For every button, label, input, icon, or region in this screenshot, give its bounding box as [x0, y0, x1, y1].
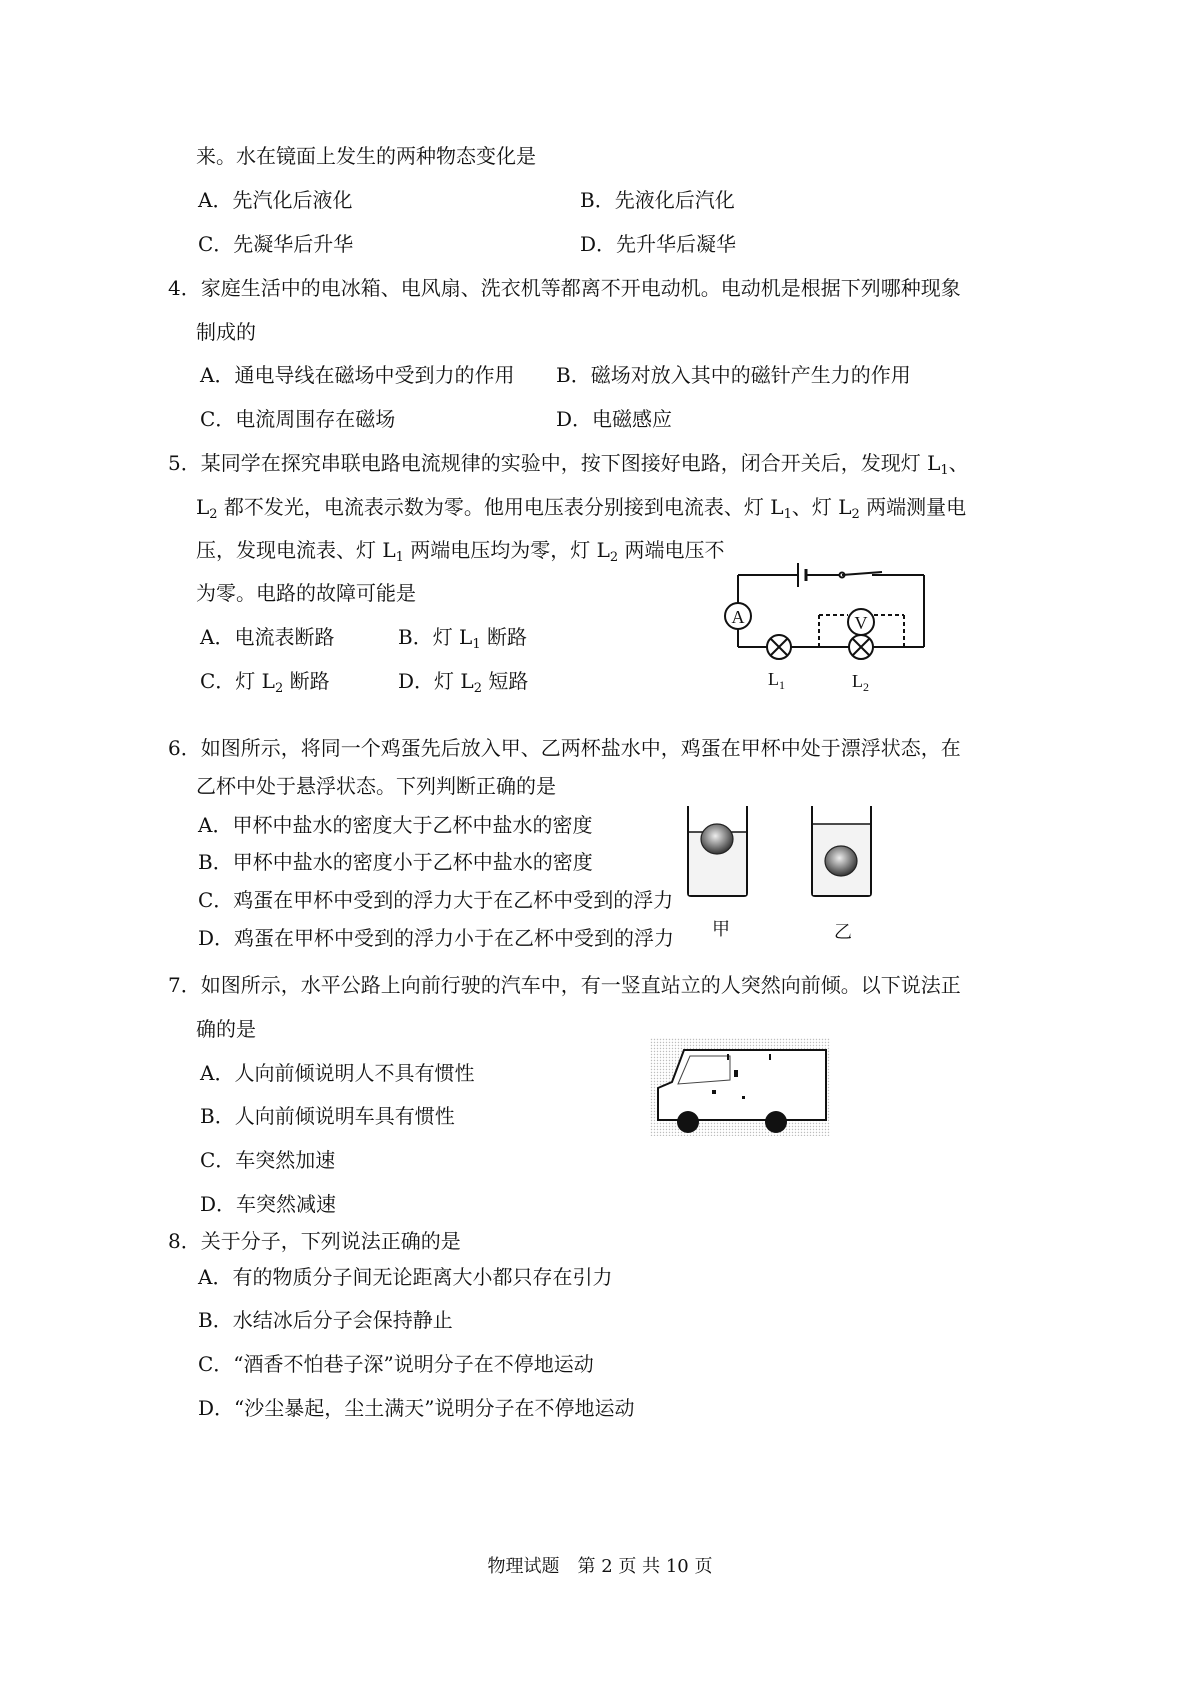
q5-option-a: A．电流表断路 [200, 625, 335, 649]
q5-subscript: 2 [209, 507, 218, 522]
q3-option-a: A．先汽化后液化 [198, 188, 353, 212]
q6-stem-line1: 6．如图所示，将同一个鸡蛋先后放入甲、乙两杯盐水中，鸡蛋在甲杯中处于漂浮状态，在 [168, 736, 961, 760]
q7-stem-line2: 确的是 [196, 1017, 256, 1041]
q5-text: 、灯 L [791, 495, 852, 519]
circuit-diagram [712, 555, 942, 700]
q5-subscript: 2 [274, 681, 284, 696]
q6-option-a: A．甲杯中盐水的密度大于乙杯中盐水的密度 [198, 813, 593, 837]
q4-option-d: D．电磁感应 [556, 407, 673, 431]
q4-stem-line2: 制成的 [196, 320, 256, 344]
q5-text: 5．某同学在探究串联电路电流规律的实验中，按下图接好电路，闭合开关后，发现灯 L [168, 451, 941, 475]
q6-option-c: C．鸡蛋在甲杯中受到的浮力大于在乙杯中受到的浮力 [198, 888, 674, 912]
q5-text: 两端电压均为零，灯 L [403, 538, 610, 562]
q5-subscript: 1 [783, 507, 792, 522]
q8-stem: 8．关于分子，下列说法正确的是 [168, 1229, 461, 1253]
voltmeter-label: V [854, 613, 868, 633]
q5-text: 断路 [480, 625, 527, 649]
q7-option-d: D．车突然减速 [200, 1192, 337, 1216]
q7-option-b: B．人向前倾说明车具有惯性 [200, 1104, 455, 1128]
lamp2-subscript: 2 [863, 680, 869, 694]
q5-text: L [196, 495, 210, 519]
q7-stem-line1: 7．如图所示，水平公路上向前行驶的汽车中，有一竖直站立的人突然向前倾。以下说法正 [168, 973, 961, 997]
lamp1-subscript: 1 [779, 678, 785, 692]
q5-stem-line2 [196, 494, 966, 520]
q5-text: C．灯 L [200, 669, 275, 693]
q5-text: D．灯 L [398, 669, 474, 693]
q3-stem-tail: 来。水在镜面上发生的两种物态变化是 [196, 144, 536, 168]
q7-option-c: C．车突然加速 [200, 1148, 336, 1172]
q6-option-d: D．鸡蛋在甲杯中受到的浮力小于在乙杯中受到的浮力 [198, 926, 675, 950]
q3-option-b: B．先液化后汽化 [580, 188, 735, 212]
cup-jia [688, 806, 747, 896]
q6-option-b: B．甲杯中盐水的密度小于乙杯中盐水的密度 [198, 850, 593, 874]
q5-stem-line4: 为零。电路的故障可能是 [196, 581, 416, 605]
q5-text: 两端测量电 [859, 495, 967, 519]
egg-floating [701, 824, 733, 854]
cup-yi-label: 乙 [834, 922, 852, 943]
page-footer: 物理试题 第 2 页 共 10 页 [487, 1556, 713, 1577]
q8-option-c: C．“酒香不怕巷子深”说明分子在不停地运动 [198, 1352, 594, 1376]
q5-text: 断路 [283, 669, 330, 693]
ammeter-label: A [731, 607, 745, 627]
q4-stem-line1: 4．家庭生活中的电冰箱、电风扇、洗衣机等都离不开电动机。电动机是根据下列哪种现象 [168, 276, 961, 300]
q5-stem-line1 [168, 450, 969, 476]
q5-text: 、 [948, 451, 969, 475]
car-body [658, 1050, 826, 1120]
q4-option-a: A．通电导线在磁场中受到力的作用 [200, 363, 515, 387]
q5-subscript: 1 [395, 550, 404, 565]
q5-text: B．灯 L [398, 625, 473, 649]
q4-option-c: C．电流周围存在磁场 [200, 407, 396, 431]
lamp1-letter: L [768, 669, 779, 689]
q5-subscript: 2 [473, 681, 482, 696]
q5-text: 都不发光，电流表示数为零。他用电压表分别接到电流表、灯 L [217, 495, 784, 519]
q5-subscript: 1 [472, 637, 481, 652]
egg-suspended [825, 846, 857, 876]
q5-text: 压，发现电流表、灯 L [196, 538, 396, 562]
q5-text: 两端电压不 [618, 538, 725, 562]
q5-option-c [200, 668, 330, 694]
q8-option-d: D．“沙尘暴起，尘土满天”说明分子在不停地运动 [198, 1396, 635, 1420]
q4-option-b: B．磁场对放入其中的磁针产生力的作用 [556, 363, 911, 387]
q5-subscript: 2 [609, 550, 619, 565]
q5-option-d [398, 668, 528, 694]
q8-option-a: A．有的物质分子间无论距离大小都只存在引力 [198, 1265, 613, 1289]
q3-option-d: D．先升华后凝华 [580, 232, 737, 256]
q7-option-a: A．人向前倾说明人不具有惯性 [200, 1061, 475, 1085]
cups-figure [680, 800, 880, 905]
lamp1-label [768, 669, 785, 692]
person-mark [734, 1070, 738, 1077]
q3-option-c: C．先凝华后升华 [198, 232, 354, 256]
lamp2-label [852, 671, 869, 694]
car-figure [650, 1038, 830, 1140]
q6-stem-line2: 乙杯中处于悬浮状态。下列判断正确的是 [196, 774, 556, 798]
q5-subscript: 1 [940, 463, 949, 478]
q5-stem-line3 [196, 537, 725, 563]
cup-yi [812, 806, 871, 896]
rear-wheel [765, 1111, 787, 1133]
lamp2-letter: L [852, 671, 863, 691]
front-wheel [677, 1111, 699, 1133]
cup-jia-label: 甲 [712, 919, 730, 940]
q5-subscript: 2 [851, 507, 860, 522]
q5-option-b [398, 624, 527, 650]
q8-option-b: B．水结冰后分子会保持静止 [198, 1308, 453, 1332]
q5-text: 短路 [481, 669, 529, 693]
